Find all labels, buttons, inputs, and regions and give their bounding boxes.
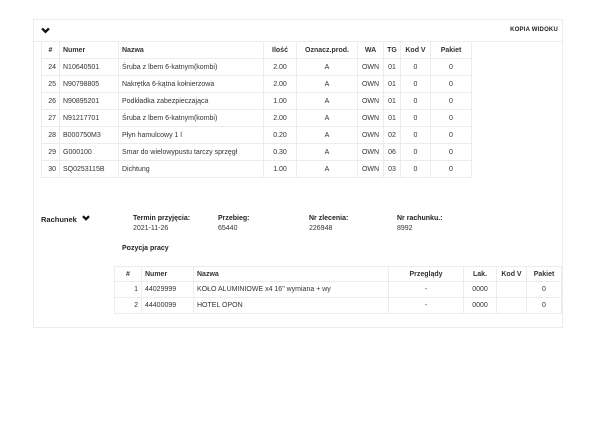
field-przebieg xyxy=(218,215,250,232)
field-value: 8992 xyxy=(397,225,413,232)
column-header: Ilość xyxy=(264,42,297,59)
chevron-down-icon[interactable] xyxy=(41,27,50,34)
table-cell: 02 xyxy=(384,127,401,144)
field-nr-rachunku xyxy=(397,215,443,232)
table-cell: G000100 xyxy=(60,144,119,161)
table-cell: 0 xyxy=(527,282,562,298)
table-cell: 0 xyxy=(431,93,472,110)
column-header: # xyxy=(115,267,142,282)
work-section-title: Pozycja pracy xyxy=(122,245,169,252)
chevron-down-icon xyxy=(82,215,90,221)
table-cell: 30 xyxy=(42,161,60,178)
parts-panel-topbar xyxy=(34,20,562,42)
table-cell: 0 xyxy=(431,127,472,144)
table-cell: - xyxy=(389,298,464,314)
table-cell: 0.30 xyxy=(264,144,297,161)
table-row[interactable] xyxy=(42,93,472,110)
column-header: Nazwa xyxy=(194,267,389,282)
table-cell: 0 xyxy=(401,76,431,93)
table-cell: 0 xyxy=(401,93,431,110)
copy-view-label: KOPIA WIDOKU xyxy=(510,27,558,33)
table-cell: OWN xyxy=(358,76,384,93)
invoice-section-title: Rachunek xyxy=(41,215,77,224)
field-termin-przyjecia xyxy=(133,215,190,232)
table-cell: 1 xyxy=(115,282,142,298)
table-row[interactable] xyxy=(115,298,562,314)
table-cell: 0 xyxy=(527,298,562,314)
table-cell: Płyn hamulcowy 1 l xyxy=(119,127,264,144)
table-cell: KOŁO ALUMINIOWE x4 16" wymiana + wy xyxy=(194,282,389,298)
invoice-section-toggle[interactable] xyxy=(41,215,90,224)
column-header: Kod V xyxy=(401,42,431,59)
table-cell: A xyxy=(297,161,358,178)
table-cell: 01 xyxy=(384,93,401,110)
table-cell: 0000 xyxy=(464,282,497,298)
table-cell: OWN xyxy=(358,110,384,127)
table-cell: A xyxy=(297,93,358,110)
table-cell: 24 xyxy=(42,59,60,76)
table-cell: 0 xyxy=(401,127,431,144)
column-header: Nazwa xyxy=(119,42,264,59)
parts-table xyxy=(41,41,472,178)
table-cell: SQ0253115B xyxy=(60,161,119,178)
column-header: Lak. xyxy=(464,267,497,282)
table-cell: 2 xyxy=(115,298,142,314)
table-cell: OWN xyxy=(358,127,384,144)
table-cell: 01 xyxy=(384,59,401,76)
table-cell xyxy=(497,298,527,314)
table-cell: 01 xyxy=(384,76,401,93)
column-header: Numer xyxy=(142,267,194,282)
table-cell: 0 xyxy=(401,110,431,127)
column-header: Numer xyxy=(60,42,119,59)
table-cell: Śruba z lbem 6-katnym(kombi) xyxy=(119,110,264,127)
table-cell: 06 xyxy=(384,144,401,161)
table-cell: A xyxy=(297,76,358,93)
table-cell: 29 xyxy=(42,144,60,161)
table-cell: 0 xyxy=(431,144,472,161)
column-header: # xyxy=(42,42,60,59)
table-cell: OWN xyxy=(358,93,384,110)
table-row[interactable] xyxy=(42,59,472,76)
table-cell: 0 xyxy=(431,59,472,76)
field-value: 2021-11-26 xyxy=(133,225,169,232)
table-cell: OWN xyxy=(358,161,384,178)
table-cell: 28 xyxy=(42,127,60,144)
table-cell: 0 xyxy=(401,144,431,161)
table-cell: 0000 xyxy=(464,298,497,314)
column-header: Kod V xyxy=(497,267,527,282)
table-cell: 01 xyxy=(384,110,401,127)
table-cell: 0.20 xyxy=(264,127,297,144)
table-cell: N91217701 xyxy=(60,110,119,127)
column-header: TG xyxy=(384,42,401,59)
table-cell: 0 xyxy=(431,110,472,127)
table-cell: 44029999 xyxy=(142,282,194,298)
table-row[interactable] xyxy=(42,161,472,178)
header-row xyxy=(42,42,472,59)
table-cell: N90798805 xyxy=(60,76,119,93)
work-items-table xyxy=(114,266,562,314)
table-cell: 2.00 xyxy=(264,110,297,127)
table-cell: N10640501 xyxy=(60,59,119,76)
table-cell: Dichtung xyxy=(119,161,264,178)
column-header: Przeglądy xyxy=(389,267,464,282)
column-header: Pakiet xyxy=(527,267,562,282)
table-cell: A xyxy=(297,144,358,161)
field-label: Nr zlecenia: xyxy=(309,215,349,222)
table-cell: HOTEL OPON xyxy=(194,298,389,314)
table-cell: N90895201 xyxy=(60,93,119,110)
table-cell: Nakrętka 6-kątna kołnierzowa xyxy=(119,76,264,93)
field-label: Przebieg: xyxy=(218,215,250,222)
column-header: Pakiet xyxy=(431,42,472,59)
column-header: WA xyxy=(358,42,384,59)
table-cell: 03 xyxy=(384,161,401,178)
table-row[interactable] xyxy=(42,144,472,161)
table-cell: 2.00 xyxy=(264,59,297,76)
table-cell: Podkładka zabezpieczająca xyxy=(119,93,264,110)
table-cell: 27 xyxy=(42,110,60,127)
parts-panel xyxy=(33,19,563,210)
table-cell: 0 xyxy=(431,76,472,93)
table-cell: A xyxy=(297,110,358,127)
field-value: 226948 xyxy=(309,225,333,232)
table-cell: 44400099 xyxy=(142,298,194,314)
table-cell: 2.00 xyxy=(264,76,297,93)
table-cell: 25 xyxy=(42,76,60,93)
table-row[interactable] xyxy=(115,282,562,298)
table-cell: Śruba z lbem 6-katnym(kombi) xyxy=(119,59,264,76)
table-cell: - xyxy=(389,282,464,298)
table-cell: OWN xyxy=(358,144,384,161)
header-row xyxy=(115,267,562,282)
field-value: 65440 xyxy=(218,225,238,232)
table-cell: 0 xyxy=(401,161,431,178)
table-cell: 1.00 xyxy=(264,93,297,110)
table-cell: OWN xyxy=(358,59,384,76)
table-cell: A xyxy=(297,127,358,144)
table-cell: 0 xyxy=(401,59,431,76)
table-cell: 0 xyxy=(431,161,472,178)
field-nr-zlecenia xyxy=(309,215,348,232)
table-cell: B000750M3 xyxy=(60,127,119,144)
table-cell: A xyxy=(297,59,358,76)
table-cell: 1.00 xyxy=(264,161,297,178)
field-label: Termin przyjęcia: xyxy=(133,215,191,222)
column-header: Oznacz.prod. xyxy=(297,42,358,59)
table-row[interactable] xyxy=(42,127,472,144)
table-cell: 26 xyxy=(42,93,60,110)
table-row[interactable] xyxy=(42,110,472,127)
table-cell xyxy=(497,282,527,298)
invoice-panel xyxy=(33,209,563,328)
field-label: Nr rachunku.: xyxy=(397,215,443,222)
table-row[interactable] xyxy=(42,76,472,93)
table-cell: Smar do wielowypustu tarczy sprzęgł xyxy=(119,144,264,161)
